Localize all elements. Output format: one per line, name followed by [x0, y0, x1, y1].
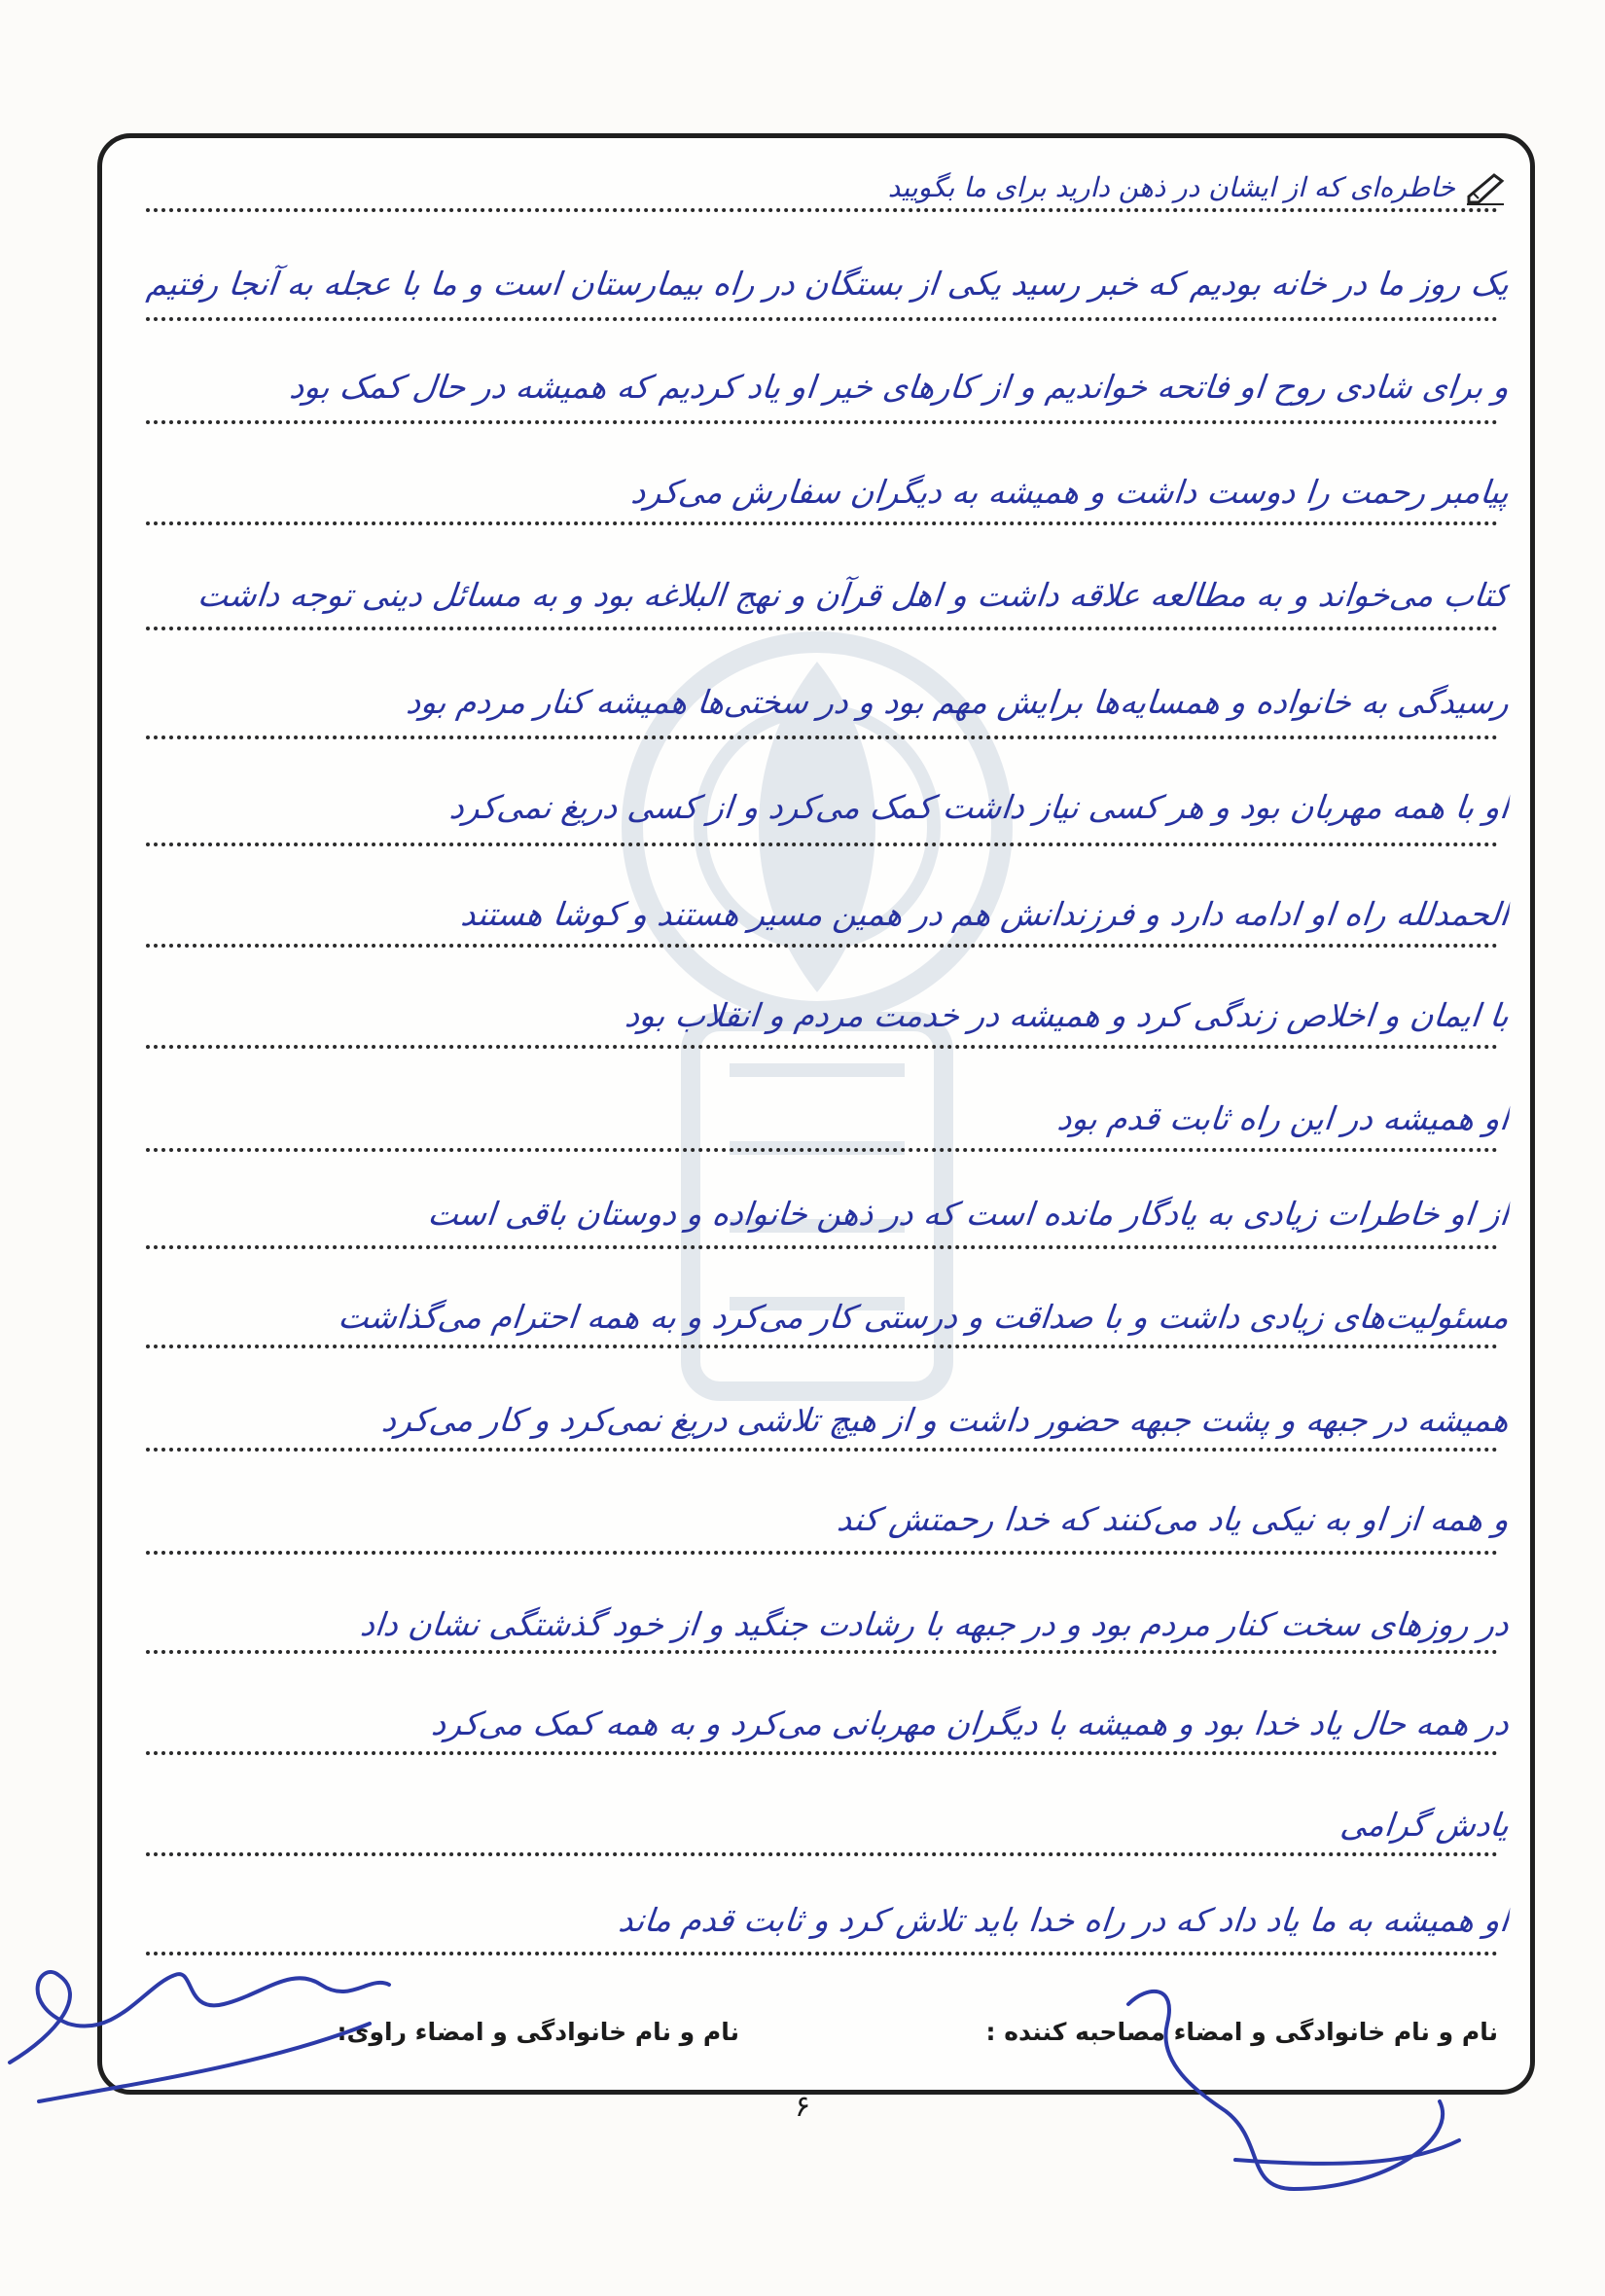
- handwritten-line: و برای شادی روح او فاتحه خواندیم و از کارهای خیر او یاد کردیم که همیشه در حال کمک بود: [287, 368, 1512, 406]
- dotted-rule: [146, 208, 1498, 212]
- dotted-rule: [146, 1551, 1498, 1555]
- handwritten-line: در همه حال یاد خدا بود و همیشه با دیگران مهربانی می‌کرد و به همه کمک می‌کرد: [429, 1704, 1512, 1742]
- dotted-rule: [146, 1045, 1498, 1049]
- signature-footer: [146, 2018, 1498, 2057]
- handwritten-line: یادش گرامی: [1338, 1806, 1512, 1844]
- question-header: [146, 165, 1508, 210]
- interviewer-signature-label: نام و نام خانوادگی و امضاء مصاحبه کننده :: [985, 2018, 1498, 2046]
- handwritten-line: در روزهای سخت کنار مردم بود و در جبهه با رشادت جنگید و از خود گذشتگی نشان داد: [358, 1605, 1512, 1643]
- handwritten-line: الحمدلله راه او ادامه دارد و فرزندانش هم در همین مسیر هستند و کوشا هستند: [459, 895, 1512, 933]
- handwritten-line: مسئولیت‌های زیادی داشت و با صداقت و درستی کار می‌کرد و به همه احترام می‌گذاشت: [336, 1298, 1512, 1336]
- dotted-rule: [146, 1345, 1498, 1348]
- dotted-rule: [146, 1751, 1498, 1755]
- handwritten-line: او همیشه در این راه ثابت قدم بود: [1055, 1099, 1512, 1137]
- handwritten-line: کتاب می‌خواند و به مطالعه علاقه داشت و اهل قرآن و نهج البلاغه بود و به مسائل دینی توجه داشت: [196, 576, 1512, 614]
- dotted-rule: [146, 1245, 1498, 1249]
- handwritten-line: او با همه مهربان بود و هر کسی نیاز داشت کمک می‌کرد و از کسی دریغ نمی‌کرد: [447, 788, 1512, 826]
- dotted-rule: [146, 735, 1498, 739]
- dotted-rule: [146, 1952, 1498, 1955]
- dotted-rule: [146, 420, 1498, 424]
- dotted-rule: [146, 843, 1498, 846]
- narrator-signature-label: نام و نام خانوادگی و امضاء راوی:: [337, 2018, 739, 2046]
- handwritten-line: و همه از او به نیکی یاد می‌کنند که خدا رحمتش کند: [835, 1500, 1512, 1538]
- dotted-rule: [146, 1650, 1498, 1654]
- dotted-rule: [146, 1148, 1498, 1152]
- handwritten-line: رسیدگی به خانواده و همسایه‌ها برایش مهم بود و در سختی‌ها همیشه کنار مردم بود: [404, 683, 1512, 721]
- dotted-rule: [146, 627, 1498, 630]
- pen-writing-icon: [1465, 167, 1508, 206]
- dotted-rule: [146, 317, 1498, 321]
- handwritten-line: یک روز ما در خانه بودیم که خبر رسید یکی از بستگان در راه بیمارستان است و ما با عجله به آنجا رفتیم: [144, 265, 1512, 303]
- dotted-rule: [146, 521, 1498, 525]
- dotted-rule: [146, 1852, 1498, 1856]
- handwritten-line: پیامبر رحمت را دوست داشت و همیشه به دیگران سفارش می‌کرد: [629, 473, 1512, 511]
- dotted-rule: [146, 1448, 1498, 1452]
- handwritten-line: از او خاطرات زیادی به یادگار مانده است که در ذهن خانواده و دوستان باقی است: [426, 1195, 1512, 1233]
- handwritten-line: او همیشه به ما یاد داد که در راه خدا باید تلاش کرد و ثابت قدم ماند: [617, 1901, 1512, 1939]
- question-text: خاطره‌ای که از ایشان در ذهن دارید برای ما بگویید: [887, 171, 1455, 203]
- page-number: ۶: [794, 2090, 811, 2124]
- handwritten-line: با ایمان و اخلاص زندگی کرد و همیشه در خدمت مردم و انقلاب بود: [623, 996, 1512, 1034]
- handwritten-line: همیشه در جبهه و پشت جبهه حضور داشت و از هیچ تلاشی دریغ نمی‌کرد و کار می‌کرد: [379, 1401, 1512, 1439]
- dotted-rule: [146, 944, 1498, 948]
